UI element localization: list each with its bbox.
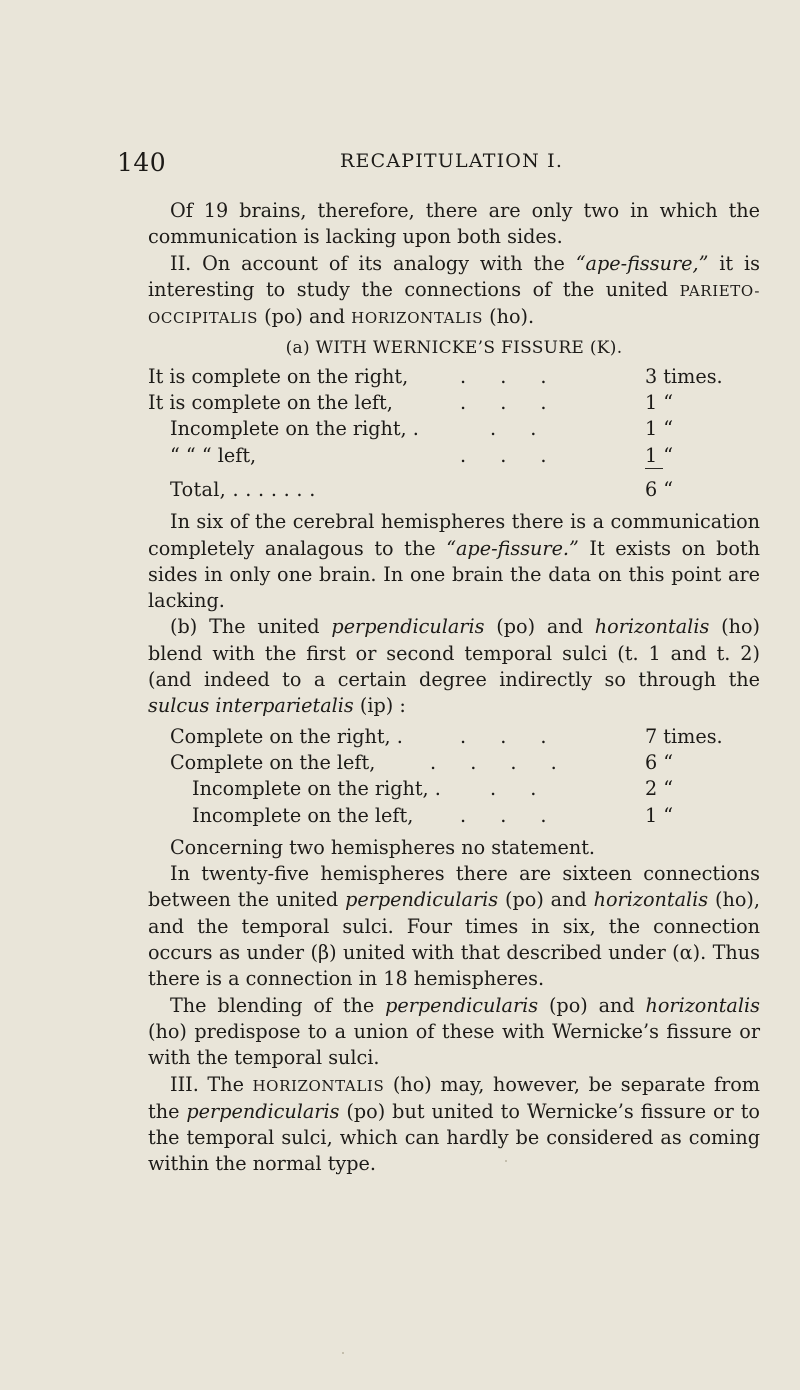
italic-term: sulcus interparietalis [148,694,354,718]
table-row [148,776,760,802]
small-caps-term: HORIZONTALIS [252,1076,385,1095]
text-run: II. On account of its analogy with the [170,251,576,275]
table-b [148,724,760,829]
table-row [148,364,760,390]
table-row [148,750,760,776]
text-run: it is interesting to study the connections of the united [148,251,760,301]
table-a [148,364,760,503]
italic-term: “ape-fissure.” [446,536,579,560]
row-dots: . . . [460,443,561,467]
small-caps-term: PARIETO-OCCIPITALIS [148,281,760,328]
row-value: 1 “ [645,417,674,441]
row-label: It is complete on the right, [148,364,409,388]
text-run: (ho) blend with the first or second temporal sulci (t. 1 and t. 2) (and indeed to a certain degree indirectly so through the [148,615,761,692]
page-body [148,198,760,1178]
text-run: (po) and [257,305,352,329]
text-run: (po) but united to Wernicke’s fissure or to the temporal sulci, which can hardly be considered as coming within the normal type. [148,1099,760,1176]
row-value: 3 times. [645,364,723,388]
italic-term: perpendicularis [345,888,499,912]
text-run: (po) and [538,993,646,1017]
table-row [148,724,760,750]
paper-speck [505,1160,507,1162]
italic-term: horizontalis [594,615,710,639]
row-value: 2 “ [645,777,674,801]
paragraph-2 [148,251,760,332]
table-total-row [148,477,760,503]
row-dots: . . [490,777,551,801]
row-dots: . . . [460,803,561,827]
italic-term: perpendicularis [331,615,485,639]
paragraph-7 [148,993,760,1072]
text-run: (ho), and the temporal sulci. Four times in six, the connection occurs as under (β) united with that described under (α). Thus there is a connection in 18 hemispheres. [148,888,761,991]
paragraph-4 [148,614,760,719]
table-row [148,416,760,442]
text-run: (ho) may, however, be separate from the [148,1072,760,1123]
page-header [117,148,757,178]
row-value: 1 “ [645,803,674,827]
row-dots: . . . [460,364,561,388]
total-value: 6 “ [645,477,674,501]
row-dots: . . [490,417,551,441]
text-run: (b) The united [170,615,332,639]
table-spacer [148,469,760,477]
text-run: The blending of the [170,993,386,1017]
italic-term: horizontalis [645,993,760,1017]
text-run: It exists on both sides in only one brain. In one brain the data on this point are lacking. [148,536,760,613]
text-run: (po) and [484,615,595,639]
running-title: RECAPITULATION I. [340,150,564,172]
paragraph-8 [148,1072,760,1178]
text-run: In six of the cerebral hemispheres there is a communication completely analagous to the [148,510,760,560]
text-run: III. The [170,1072,253,1096]
paragraph-3 [148,509,760,614]
row-label: Complete on the left, [170,750,376,774]
row-value: 1 “ [645,443,674,467]
row-value: 7 times. [645,724,723,748]
row-dots: . . . [460,724,561,748]
text-run: (ho). [483,305,535,329]
italic-term: perpendicularis [385,993,539,1017]
paper-speck [342,1352,344,1354]
italic-term: “ape-fissure,” [575,251,709,275]
italic-term: horizontalis [593,888,709,912]
total-label: Total, . . . . . . . [170,477,316,501]
sum-rule [645,468,663,469]
table-row [148,390,760,416]
row-label: Complete on the right, . [170,724,403,748]
table-row [148,803,760,829]
row-value: 1 “ [645,391,674,415]
text-run: (ho) predispose to a union of these with Wernicke’s fissure or with the temporal sulci. [148,1019,760,1070]
text-run: In twenty-five hemispheres there are sixteen connections between the united [148,862,760,912]
row-dots: . . . . [430,750,571,774]
row-label: Incomplete on the left, [192,803,414,827]
text-run: (po) and [498,888,594,912]
table-row [148,443,760,469]
paragraph-5: Concerning two hemispheres no statement. [170,835,596,859]
italic-term: perpendicularis [186,1099,340,1123]
row-value: 6 “ [645,750,674,774]
table-a-caption: (a) WITH WERNICKE’S FISSURE (K). [285,338,623,359]
small-caps-term: HORIZONTALIS [351,309,483,328]
paragraph-1: Of 19 brains, therefore, there are only two in which the communication is lacking upon both sides. [148,199,760,249]
row-dots: . . . [460,391,561,415]
row-label: “ “ “ left, [170,443,257,467]
page-number: 140 [117,148,167,177]
row-label: Incomplete on the right, . [192,777,441,801]
text-run: (ip) : [353,694,406,718]
row-label: Incomplete on the right, . [170,417,419,441]
paragraph-6 [148,861,760,992]
row-label: It is complete on the left, [148,391,393,415]
